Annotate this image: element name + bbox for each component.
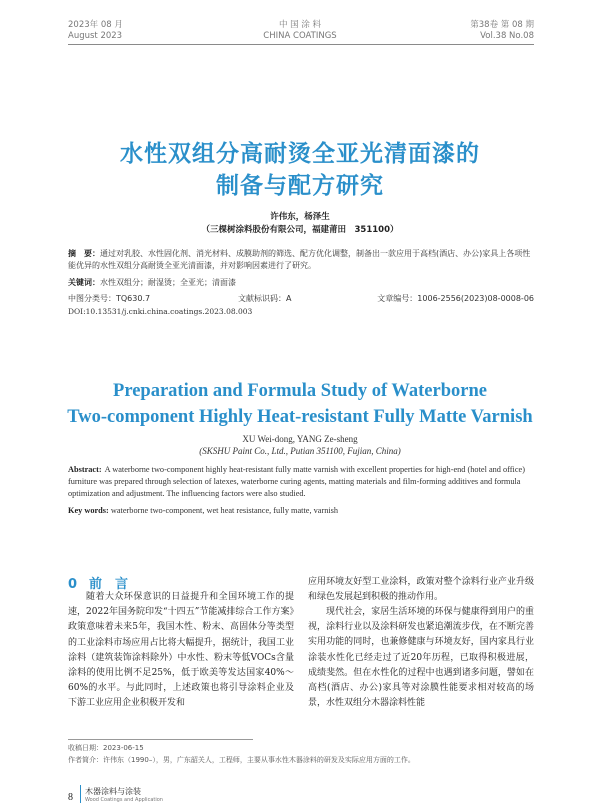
en-title-line2: Two-component Highly Heat-resistant Fully Matte Varnish [67,407,533,427]
en-authors: XU Wei-dong, YANG Ze-sheng [242,434,358,444]
en-keywords-label: Key words: [68,506,109,515]
body-right-paragraph-2: 现代社会，家居生活环境的环保与健康得到用户的重视，涂料行业以及涂料研发也紧追潮流步伐，在不断完善实用功能的同时，也兼修健康与环境友好，国内家具行业涂装水性化已经走过了近20年历程，已取得积极进展，成绩斐然。但在水性化的过程中也遇到诸多问题，譬如在高档(酒店、办公)家具等对涂膜性能要求相对较高的场景，水性双组分木器涂料性能 [308,607,534,709]
header-journal-cn: 中 国 涂 料 [278,20,322,30]
section-title: 前 言 [89,577,129,592]
section-number: 0 [68,577,78,592]
cn-abstract [68,248,534,272]
body-left-column: 随着大众环保意识的日益提升和全国环境工作的提速，2022年国务院印发“十四五”节能减排综合工作方案》政策意味着未来5年，我国木性、粉末、高固体分等类型的工业涂料市场应用占比将大幅提升，据统计，我国工业涂料（建筑装饰涂料除外）中水性、粉末等低VOCs含量涂料的使用比例不足25%，低于欧美等发达国家40%～60%的水平。与此同时，上述政策也将引导涂料企业及下游工业应用企业积极开发和 [68,592,294,709]
cn-authors: 许伟东，杨泽生 [270,212,330,222]
page-number: 8 [68,792,73,803]
footer-accent-bar [80,785,81,803]
header-date-en: August 2023 [68,31,123,41]
header-journal-en: CHINA COATINGS [263,31,337,41]
cn-affiliation: （三棵树涂料股份有限公司，福建莆田 351100） [201,225,399,235]
header-volume-en: Vol.38 No.08 [480,31,534,41]
en-keywords-text: waterborne two-component, wet heat resistance, fully matte, varnish [110,506,339,515]
cn-abstract-label: 摘 要： [68,249,100,258]
cn-keywords [68,277,236,288]
header-volume-cn: 第38卷 第 08 期 [470,20,534,30]
cn-title [0,138,600,202]
en-abstract-text: A waterborne two-component highly heat-resistant fully matte varnish with excellent properties for high-end (hotel and office) furniture was prepared through selection of latexes, waterborne curing agents, matting materials and film-forming additives and formula optimization and adjustment. The influencing factors were also studied. [68,465,525,498]
header-date-cn: 2023年 08 月 [68,20,123,30]
cn-keywords-label: 关键词： [68,278,100,287]
en-abstract-label: Abstract: [68,465,102,474]
en-affiliation: (SKSHU Paint Co., Ltd., Putian 351100, Fujian, China) [199,446,401,456]
en-title-line1: Preparation and Formula Study of Waterborne [113,381,487,401]
en-keywords [68,506,338,515]
header-rule [68,44,534,45]
footnote-rule [68,739,253,740]
footnote-author-bio: 作者简介：许伟东（1990–），男，广东韶关人，工程师，主要从事水性木器涂料的研发及实际应用方面的工作。 [68,756,415,764]
footer-journal-cn: 木器涂料与涂装 [85,787,141,796]
article-number: 文章编号：1006-2556(2023)08-0008-06 [377,294,534,303]
cn-abstract-text: 通过对乳胶、水性固化剂、消光材料、成膜助剂的筛选、配方优化调整，制备出一款应用于高档(酒店、办公)家具上各项性能优异的水性双组分高耐烫全亚光清面漆，并对影响因素进行了研究。 [68,249,531,270]
cn-title-line2: 制备与配方研究 [216,173,384,199]
footer-journal-en: Wood Coatings and Application [85,797,163,803]
body-right-paragraph-1: 应用环境友好型工业涂料，政策对整个涂料行业产业升级和绿色发展起到积极的推动作用。 [308,577,534,603]
en-abstract [68,464,534,500]
en-title [0,378,600,430]
cn-title-line1: 水性双组分高耐烫全亚光清面漆的 [120,141,480,167]
cn-keywords-text: 水性双组分；耐湿烫；全亚光；清面漆 [100,278,236,287]
footnote-received: 收稿日期：2023-06-15 [68,744,144,752]
clc-number: 中图分类号：TQ630.7 [68,294,151,303]
header-right [470,20,534,42]
doi: DOI:10.13531/j.cnki.china.coatings.2023.08.003 [68,307,253,316]
document-code: 文献标识码：A [238,294,292,303]
